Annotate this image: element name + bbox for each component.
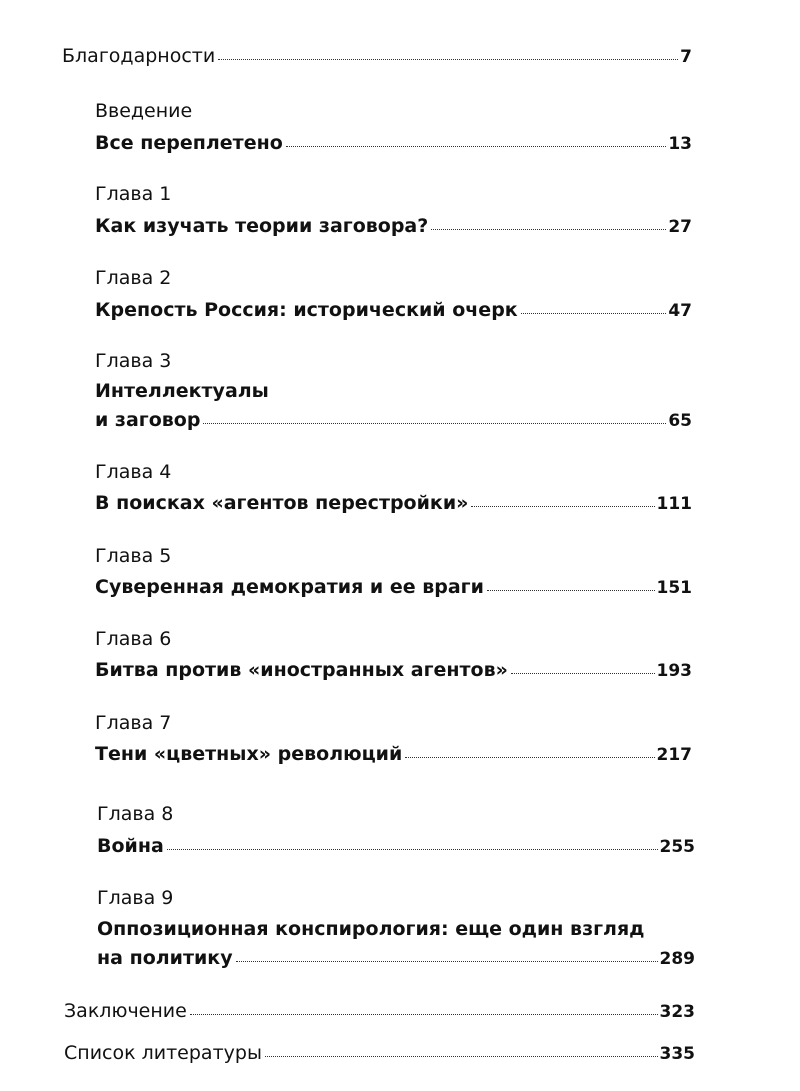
chapter-3-title-line1: Интеллектуалы bbox=[95, 380, 269, 402]
dot-leader bbox=[487, 590, 655, 591]
dot-leader bbox=[431, 229, 666, 230]
toc-entry-chapter-9 bbox=[97, 946, 695, 971]
dot-leader bbox=[511, 673, 655, 674]
toc-entry-intro bbox=[95, 131, 692, 156]
toc-entry-chapter-3 bbox=[95, 408, 692, 433]
toc-entry-acknowledgments bbox=[62, 44, 692, 69]
dot-leader bbox=[218, 59, 678, 60]
chapter-5-heading: Глава 5 bbox=[95, 545, 172, 567]
dot-leader bbox=[236, 961, 658, 962]
entry-label: Благодарности bbox=[62, 45, 216, 67]
page-number: 13 bbox=[668, 134, 692, 154]
entry-title: и заговор bbox=[95, 409, 201, 431]
dot-leader bbox=[521, 313, 667, 314]
dot-leader bbox=[471, 506, 654, 507]
toc-entry-bibliography bbox=[64, 1041, 695, 1066]
page-number: 111 bbox=[656, 494, 692, 514]
page-number: 7 bbox=[680, 47, 692, 67]
entry-title: Все переплетено bbox=[95, 132, 283, 154]
page-number: 335 bbox=[659, 1044, 695, 1064]
dot-leader bbox=[405, 757, 654, 758]
dot-leader bbox=[203, 423, 666, 424]
entry-title: Тени «цветных» революций bbox=[95, 743, 403, 765]
chapter-7-heading: Глава 7 bbox=[95, 712, 172, 734]
page-number: 27 bbox=[668, 217, 692, 237]
chapter-3-heading: Глава 3 bbox=[95, 350, 172, 372]
entry-label: Заключение bbox=[64, 1000, 187, 1022]
dot-leader bbox=[167, 849, 658, 850]
toc-entry-chapter-6 bbox=[95, 658, 692, 683]
page-number: 217 bbox=[656, 745, 692, 765]
chapter-1-heading: Глава 1 bbox=[95, 183, 172, 205]
entry-title: В поисках «агентов перестройки» bbox=[95, 492, 469, 514]
toc-entry-chapter-5 bbox=[95, 575, 692, 600]
toc-entry-chapter-4 bbox=[95, 491, 692, 516]
entry-title: на политику bbox=[97, 947, 233, 969]
page-number: 47 bbox=[668, 301, 692, 321]
entry-title: Как изучать теории заговора? bbox=[95, 215, 429, 237]
entry-title: Суверенная демократия и ее враги bbox=[95, 576, 484, 598]
toc-entry-conclusion bbox=[64, 999, 695, 1024]
chapter-4-heading: Глава 4 bbox=[95, 461, 172, 483]
chapter-9-title-line1: Оппозиционная конспирология: еще один взгляд bbox=[97, 918, 645, 940]
page-number: 151 bbox=[656, 578, 692, 598]
page-number: 193 bbox=[656, 661, 692, 681]
intro-heading: Введение bbox=[95, 100, 193, 122]
page-number: 323 bbox=[659, 1002, 695, 1022]
entry-title: Война bbox=[97, 835, 164, 857]
dot-leader bbox=[286, 146, 667, 147]
page-number: 255 bbox=[659, 837, 695, 857]
toc-entry-chapter-1 bbox=[95, 214, 692, 239]
chapter-9-heading: Глава 9 bbox=[97, 887, 174, 909]
entry-label: Список литературы bbox=[64, 1042, 262, 1064]
entry-title: Крепость Россия: исторический очерк bbox=[95, 299, 518, 321]
toc-entry-chapter-2 bbox=[95, 298, 692, 323]
dot-leader bbox=[190, 1014, 658, 1015]
page-number: 65 bbox=[668, 411, 692, 431]
page-number: 289 bbox=[659, 949, 695, 969]
entry-title: Битва против «иностранных агентов» bbox=[95, 659, 508, 681]
chapter-6-heading: Глава 6 bbox=[95, 628, 172, 650]
chapter-2-heading: Глава 2 bbox=[95, 267, 172, 289]
dot-leader bbox=[265, 1056, 658, 1057]
toc-entry-chapter-8 bbox=[97, 834, 695, 859]
toc-entry-chapter-7 bbox=[95, 742, 692, 767]
chapter-8-heading: Глава 8 bbox=[97, 803, 174, 825]
